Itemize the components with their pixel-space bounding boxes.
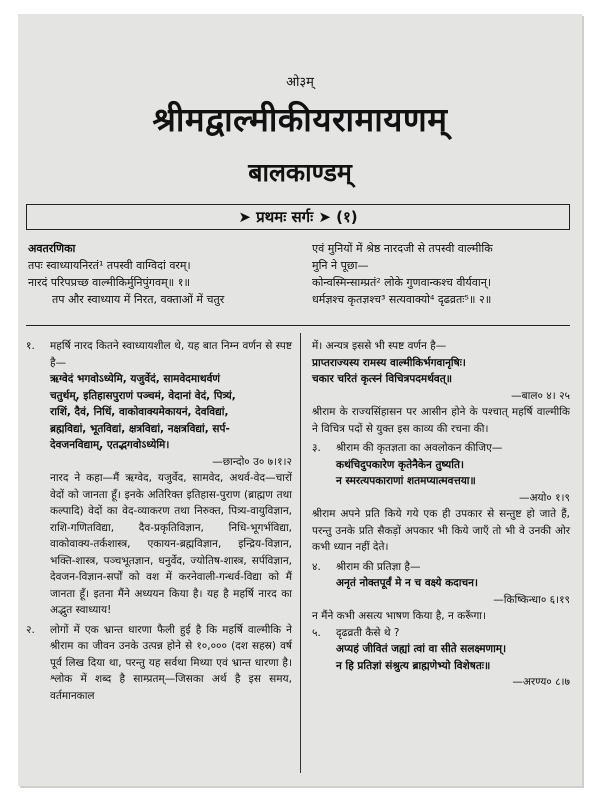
footnote-number: १. [26,340,35,352]
quoted-verse: अनृतं नोक्तपूर्वं मे न च वक्ष्ये कदाचन। [336,577,478,589]
footnote-paragraph: श्रीराम अपने प्रति किये गये एक ही उपकार से सन्तुष्ट हो जाते हैं, परन्तु उनके प्रति सैकड़ों अपकार भी किये जाएँ तो भी वे उनकी ओर कभी ध्यान नहीं देते। [312,508,570,553]
quoted-verse: प्राप्तराज्यस्य रामस्य वाल्मीकिर्भगवानृषिः। [312,356,466,369]
sarga-box [26,204,570,230]
quoted-verse: चकार चरितं कृत्स्नं विचित्रपदमर्थवत्॥ [312,373,453,385]
intro-translation-line: मुनि ने पूछा— [312,259,369,272]
footnotes-right-column [312,338,570,691]
footnote-text: श्रीराम की कृतज्ञता का अवलोकन कीजिए— [336,442,503,454]
intro-verse-line: तपः स्वाध्यायनिरतं¹ तपस्वी वाग्विदां वरम्। [28,259,191,272]
footnote-3 [312,440,570,457]
footnote-text: दृढव्रती कैसे थे ? [336,626,400,639]
verse-reference: —अरण्य० ८।७ [512,676,570,688]
footnote-number: २. [26,623,35,636]
footnote-continuation: में। अन्यत्र इससे भी स्पष्ट वर्णन है— [312,340,447,352]
footnote-5 [312,625,570,642]
footnote-number: ५. [312,626,321,639]
footnotes-left-column [26,338,292,704]
intro-heading: अवतरणिका [28,242,76,255]
quoted-verse: चतुर्थम्, इतिहासपुराणं पञ्चमं, वेदानां वेदं, पित्र्यं, [50,389,236,402]
kanda-title: बालकाण्डम् [248,158,352,187]
footnote-text: श्रीराम की प्रतिज्ञा है— [336,560,421,573]
footnote-paragraph: न मैंने कभी असत्य भाषण किया है, न करूँगा। [312,610,486,622]
book-title: श्रीमद्वाल्मीकीयरामायणम् [152,100,448,139]
verse-reference: —बाल० ४। २५ [511,389,570,402]
intro-translation-line: एवं मुनियों में श्रेष्ठ नारदजी से तपस्वी वाल्मीकि [312,242,493,255]
quoted-verse: ऋग्वेदं भगवोऽध्येमि, यजुर्वेदं, सामवेदमाथर्वणं [50,373,220,385]
footnote-text: लोगों में एक भ्रान्त धारणा फैली हुई है कि महर्षि वाल्मीकि ने श्रीराम का जीवन उनके उत्पन्न होने से १०,००० (दश सहस्र) वर्ष पूर्व लिख दिया था, परन्तु यह सर्वथा मिथ्या एवं भ्रान्त धारणा है। श्लोक में शब्द है साम्प्रतम्—जिसका अर्थ है इस समय, वर्तमानकाल [50,623,292,702]
footnote-number: ४. [312,560,321,573]
section-divider [26,325,570,326]
footnote-text: महर्षि नारद कितने स्वाध्यायशील थे, यह बात निम्न वर्णन से स्पष्ट है— [50,340,292,369]
sarga-label: ➤ प्रथमः सर्गः ➤ (१) [238,208,358,226]
footnote-paragraph: श्रीराम के राज्यसिंहासन पर आसीन होने के पश्चात् महर्षि वाल्मीकि ने विचित्र पदों से युक्त इस काव्य की रचना की। [312,406,570,435]
verse-reference: —छान्दो० उ० ७।१।२ [212,455,292,468]
footnote-number: ३. [312,442,321,454]
footnote-1 [26,338,292,371]
footnote-paragraph: नारद ने कहा—मैं ऋग्वेद, यजुर्वेद, सामवेद, अथर्व-वेद—चारों वेदों को जानता हूँ। इनके अतिरिक्त इतिहास-पुराण (ब्राह्मण तथा कल्पादि) वेदों का वेद-व्याकरण तथा निरुक्त, पित्र्य-वायुविज्ञान, राशि-गणितविद्या, दैव-प्रकृतिविज्ञान, निधि-भूगर्भविद्या, वाकोवाक्य-तर्कशास्त्र, एकायन-ब्रह्मविज्ञान, इन्द्रिय-विज्ञान, भक्ति-शास्त्र, पञ्चभूतज्ञान, धनुर्वेद, ज्योतिष-शास्त्र, सर्पविज्ञान, देवजन-विज्ञान-सर्पों को वश में करनेवाली-गन्धर्व-विद्या को मैं जानता हूँ। इतना मैंने अध्ययन किया है। यह है महर्षि नारद का अद्भुत स्वाध्याय! [50,472,292,616]
quoted-verse: कथंचिदुपकारेण कृतेनैकेन तुष्यति। [336,458,464,471]
quoted-verse: न स्मरत्यपकाराणां शतमप्यात्मवत्तया॥ [336,475,476,487]
quoted-verse: न हि प्रतिज्ञां संश्रुत्य ब्राह्मणेभ्यो विशेषतः॥ [336,659,491,672]
column-divider [300,333,301,773]
verse-reference: —अयो० १।९ [518,491,570,504]
intro-translation-line: तप और स्वाध्याय में निरत, वक्ताओं में चतुर [52,293,225,306]
intro-verse-line: धर्मज्ञश्च कृतज्ञश्च³ सत्यवाक्यो⁴ दृढव्रतः⁵॥ २॥ [312,293,492,306]
quoted-verse: अप्यहं जीवितं जह्यां त्वां वा सीते सलक्ष्मणाम्। [336,643,507,655]
footnote-4 [312,559,570,576]
verse-reference: —किष्किन्धा० ६।१९ [493,593,570,606]
om-heading: ओ३म् [286,75,314,90]
intro-left-column [28,240,290,308]
intro-verse-line: कोन्वस्मिन्साम्प्रतं² लोके गुणवान्कश्च वीर्यवान्। [312,276,491,289]
quoted-verse: देवजनविद्याम्, एतद्भगवोऽध्येमि। [50,439,170,451]
intro-right-column [312,240,574,308]
footnote-2 [26,622,292,705]
quoted-verse: ब्रह्मविद्यां, भूतविद्यां, क्षत्रविद्यां, नक्षत्रविद्यां, सर्प- [50,422,230,435]
quoted-verse: राशिं, दैवं, निधिं, वाकोवाक्यमेकायनं, देवविद्यां, [50,406,229,418]
intro-verse-line: नारदं परिपप्रच्छ वाल्मीकिर्मुनिपुंगवम्॥ १॥ [28,276,191,289]
